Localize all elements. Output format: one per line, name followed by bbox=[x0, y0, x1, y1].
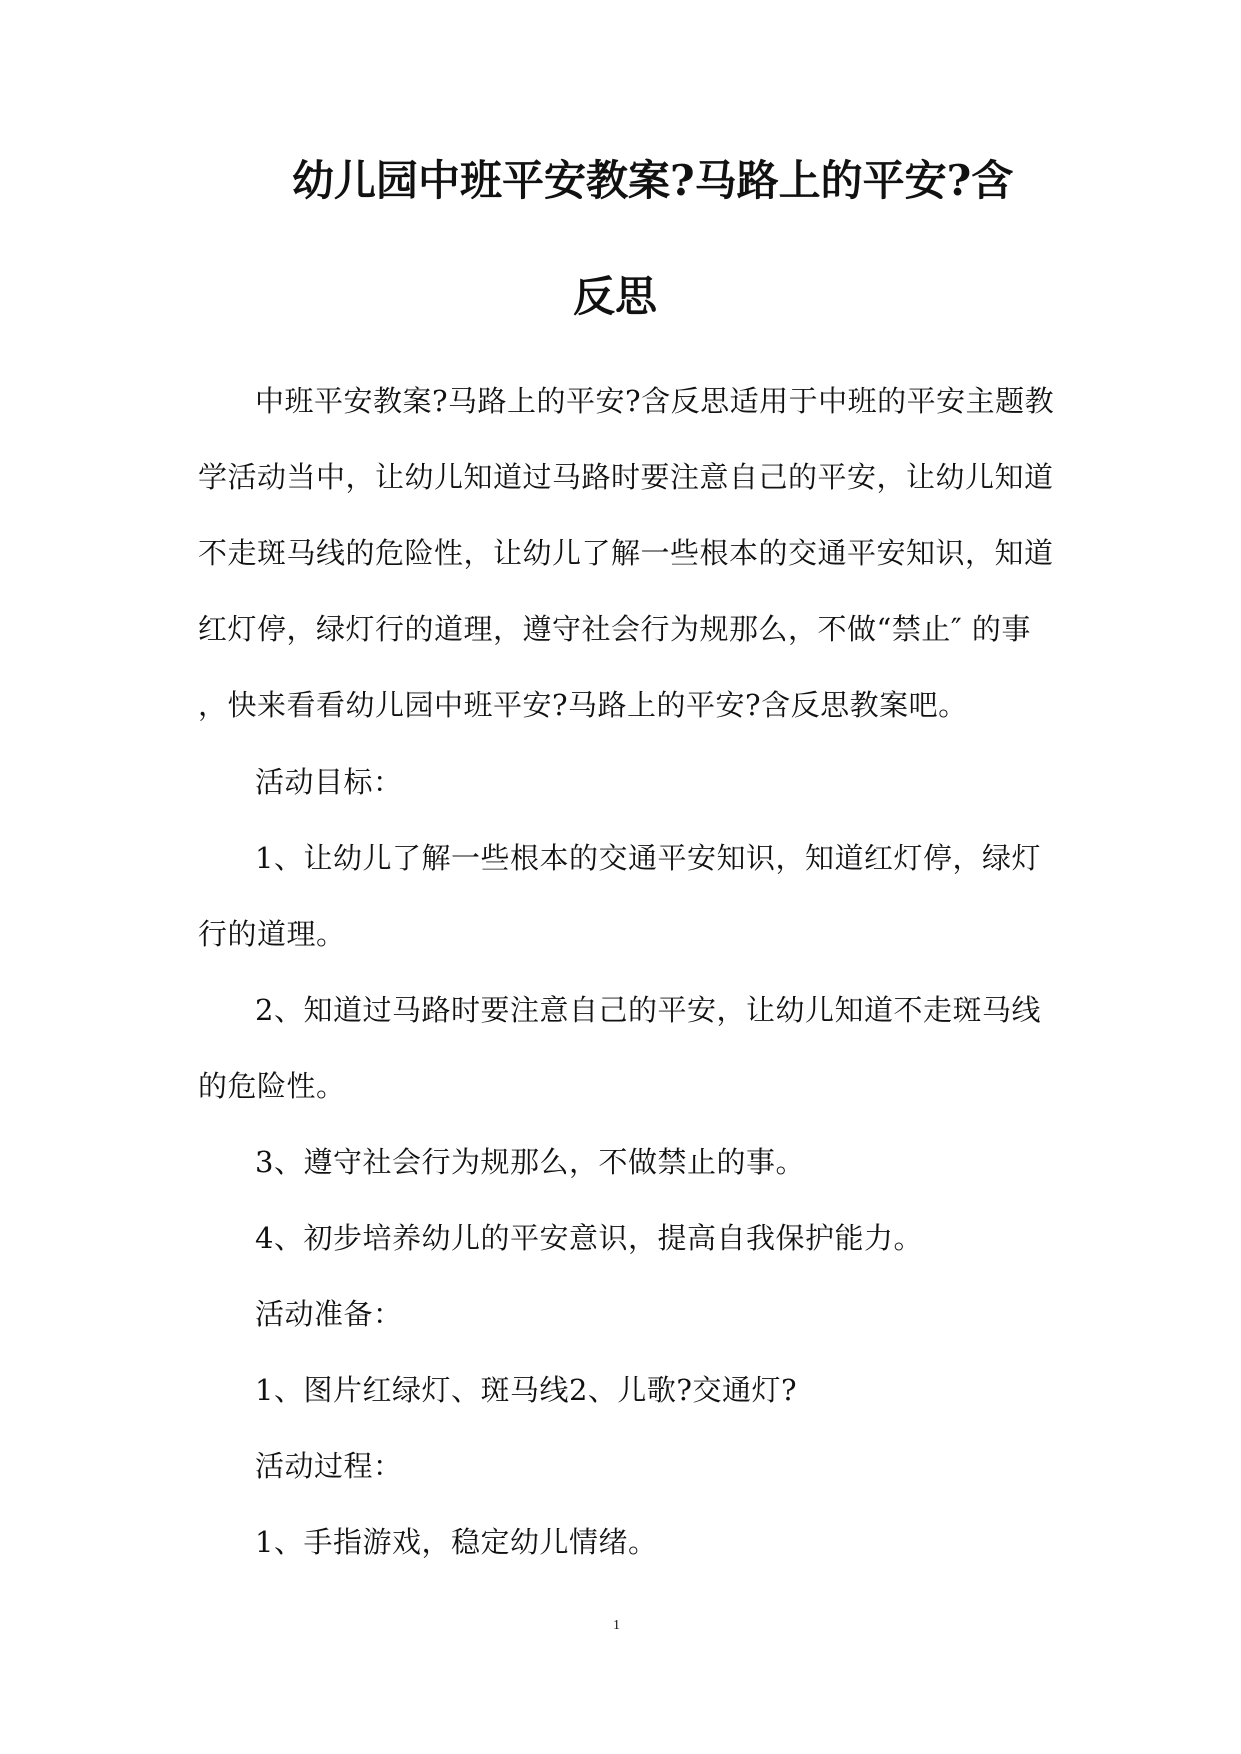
intro-paragraph-line-3: 不走斑马线的危险性，让幼儿了解一些根本的交通平安知识，知道 bbox=[198, 536, 1054, 570]
document-title-line-1: 幼儿园中班平安教案?马路上的平安?含 bbox=[292, 156, 1014, 205]
process-item-1: 1、手指游戏，稳定幼儿情绪。 bbox=[255, 1525, 658, 1559]
goal-item-1-line-1: 1、让幼儿了解一些根本的交通平安知识，知道红灯停，绿灯 bbox=[255, 841, 1041, 875]
intro-paragraph-line-2: 学活动当中，让幼儿知道过马路时要注意自己的平安，让幼儿知道 bbox=[198, 460, 1054, 494]
intro-paragraph-line-5: ，快来看看幼儿园中班平安?马路上的平安?含反思教案吧。 bbox=[198, 688, 968, 722]
goal-item-2-line-2: 的危险性。 bbox=[198, 1069, 346, 1103]
intro-paragraph-line-1: 中班平安教案?马路上的平安?含反思适用于中班的平安主题教 bbox=[255, 384, 1055, 418]
goals-heading: 活动目标： bbox=[255, 765, 403, 799]
document-title-line-2: 反思 bbox=[573, 272, 658, 321]
preparation-item-1: 1、图片红绿灯、斑马线2、儿歌?交通灯? bbox=[255, 1373, 797, 1407]
intro-paragraph-line-4: 红灯停，绿灯行的道理，遵守社会行为规那么，不做“禁止″ 的事 bbox=[198, 612, 1031, 646]
preparation-heading: 活动准备： bbox=[255, 1297, 403, 1331]
goal-item-1-line-2: 行的道理。 bbox=[198, 917, 346, 951]
page-number: 1 bbox=[613, 1618, 620, 1633]
goal-item-4: 4、初步培养幼儿的平安意识，提高自我保护能力。 bbox=[255, 1221, 923, 1255]
goal-item-3: 3、遵守社会行为规那么，不做禁止的事。 bbox=[255, 1145, 805, 1179]
process-heading: 活动过程： bbox=[255, 1449, 403, 1483]
goal-item-2-line-1: 2、知道过马路时要注意自己的平安，让幼儿知道不走斑马线 bbox=[255, 993, 1041, 1027]
